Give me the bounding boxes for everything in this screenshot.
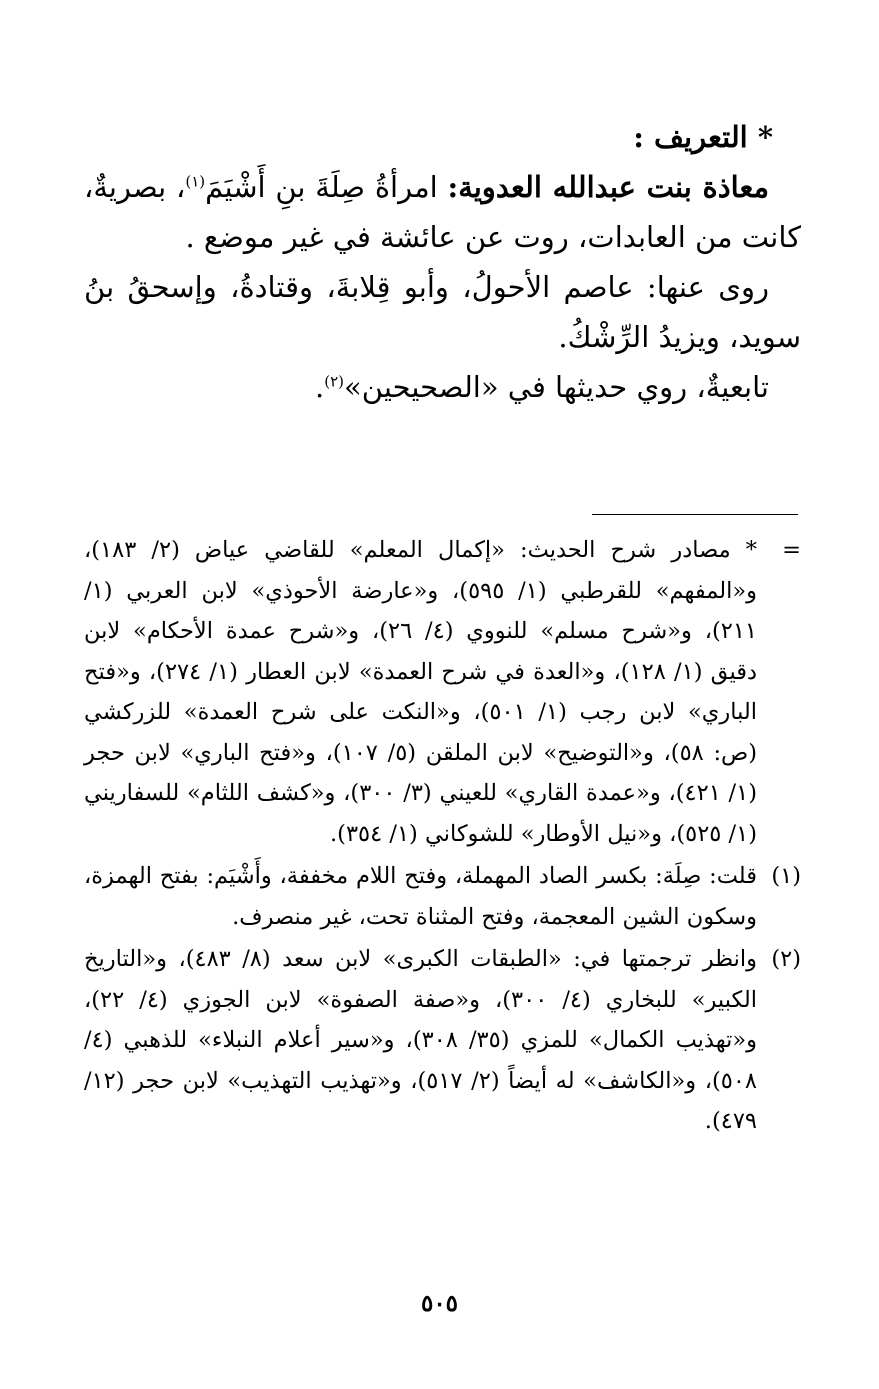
footnote-divider	[592, 514, 798, 515]
footnotes	[84, 530, 801, 1144]
paragraph-intro	[84, 162, 801, 262]
status-end: .	[315, 370, 325, 404]
footnote-ref-2: (٢)	[324, 372, 345, 391]
status-text: تابعيةٌ، روي حديثها في «الصحيحين»	[344, 370, 769, 404]
narrator-name: معاذة بنت عبدالله العدوية:	[447, 170, 770, 204]
footnote-marker: =	[782, 537, 801, 563]
footnote-item	[84, 530, 801, 854]
paragraph-narrators: روى عنها: عاصم الأحولُ، وأبو قِلابةَ، وقتادةُ، وإسحقُ بنُ سويد، ويزيدُ الرِّشْكُ.	[84, 270, 801, 354]
footnote-marker: (٢)	[771, 946, 801, 972]
footnote-item	[84, 939, 801, 1142]
section-heading: * التعريف :	[633, 120, 773, 154]
main-text	[84, 112, 801, 412]
footnote-text: وانظر ترجمتها في: «الطبقات الكبرى» لابن سعد (٨/ ٤٨٣)، و«التاريخ الكبير» للبخاري (٤/ ٣٠٠)، و«صفة الصفوة» لابن الجوزي (٤/ ٢٢)، و«تهذيب الكمال» للمزي (٣٥/ ٣٠٨)، و«سير أعلام النبلاء» للذهبي (٤/ ٥٠٨)، و«الكاشف» له أيضاً (٢/ ٥١٧)، و«تهذيب التهذيب» لابن حجر (١٢/ ٤٧٩).	[84, 946, 758, 1134]
paragraph-status	[84, 362, 801, 412]
footnote-marker: (١)	[771, 863, 801, 889]
footnote-item	[84, 856, 801, 937]
footnote-text: قلت: صِلَة: بكسر الصاد المهملة، وفتح اللام مخففة، وأَشْيَم: بفتح الهمزة، وسكون الشين المعجمة، وفتح المثناة تحت، غير منصرف.	[84, 863, 757, 930]
intro-text-b: ، بصريةٌ، كانت من العابدات، روت عن عائشة في غير موضع .	[84, 170, 801, 254]
footnote-ref-1: (١)	[185, 172, 206, 191]
intro-text-a: امرأةُ صِلَةَ بنِ أَشْيَمَ	[205, 170, 448, 204]
page-number: ٥٠٥	[420, 1290, 459, 1317]
footnote-text: * مصادر شرح الحديث: «إكمال المعلم» للقاضي عياض (٢/ ١٨٣)، و«المفهم» للقرطبي (١/ ٥٩٥)، و«عارضة الأحوذي» لابن العربي (١/ ٢١١)، و«شرح مسلم» للنووي (٤/ ٢٦)، و«شرح عمدة الأحكام» لابن دقيق (١/ ١٢٨)، و«العدة في شرح العمدة» لابن العطار (١/ ٢٧٤)، و«فتح الباري» لابن رجب (١/ ٥٠١)، و«النكت على شرح العمدة» للزركشي (ص: ٥٨)، و«التوضيح» لابن الملقن (٥/ ١٠٧)، و«فتح الباري» لابن حجر (١/ ٤٢١)، و«عمدة القاري» للعيني (٣/ ٣٠٠)، و«كشف اللثام» للسفاريني (١/ ٥٢٥)، و«نيل الأوطار» للشوكاني (١/ ٣٥٤).	[84, 537, 758, 847]
